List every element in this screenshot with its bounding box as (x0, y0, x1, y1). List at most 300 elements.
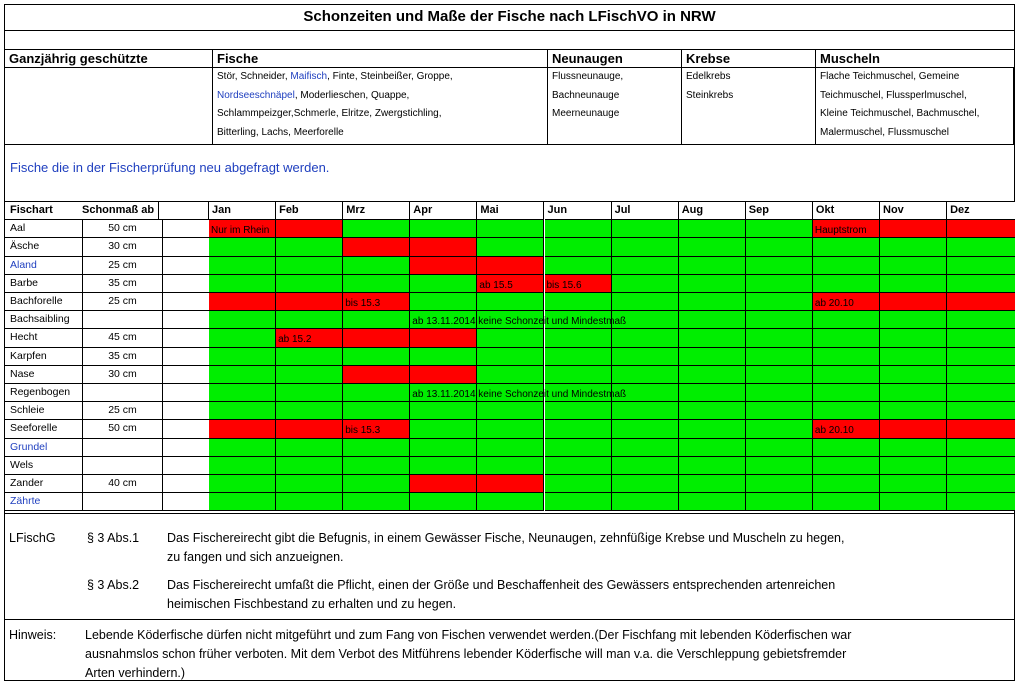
closed-season-cell (209, 220, 276, 238)
law-line: Das Fischereirecht gibt die Befugnis, in einem Gewässer Fische, Neunaugen, zehnfüßige Krebse und Muscheln zu hegen, (167, 531, 845, 545)
min-size-cell: 40 cm (83, 475, 163, 493)
open-season-cell (209, 348, 276, 366)
open-season-cell (410, 493, 477, 511)
closed-season-cell (410, 257, 477, 275)
month-header: Dez (947, 202, 1015, 220)
open-season-cell (746, 493, 813, 511)
open-season-cell (746, 439, 813, 457)
open-season-cell (343, 348, 410, 366)
closed-season-cell (276, 220, 343, 238)
min-size-cell: 50 cm (83, 420, 163, 438)
open-season-cell (612, 366, 679, 384)
protected-column-list (213, 68, 548, 145)
protected-heading: Ganzjährig geschützte (5, 49, 213, 68)
open-season-cell (545, 420, 612, 438)
open-season-cell (209, 238, 276, 256)
closed-season-cell (343, 329, 410, 347)
closed-season-cell (410, 329, 477, 347)
season-note: bis 15.3 (345, 298, 381, 309)
species-name: Stör, Schneider, (217, 71, 291, 82)
open-season-cell (612, 220, 679, 238)
open-season-cell (947, 329, 1015, 347)
protected-column-heading: Neunaugen (548, 49, 682, 68)
open-season-cell (545, 366, 612, 384)
open-season-cell (746, 384, 813, 402)
species-name: Malermuschel, Flussmuschel (820, 126, 949, 138)
open-season-cell (746, 238, 813, 256)
open-season-cell (746, 402, 813, 420)
open-season-cell (880, 475, 947, 493)
open-season-cell (880, 348, 947, 366)
min-size-cell (83, 493, 163, 511)
law-paragraph-ref: § 3 Abs.2 (87, 578, 140, 592)
species-name-cell: Schleie (5, 402, 83, 420)
species-name: Maifisch (290, 71, 328, 82)
open-season-cell (410, 311, 627, 329)
blank-cell (163, 457, 213, 475)
blank-cell (163, 493, 213, 511)
open-season-cell (343, 384, 410, 402)
open-season-cell (612, 402, 679, 420)
open-season-cell (209, 275, 276, 293)
open-season-cell (679, 475, 746, 493)
open-season-cell (276, 257, 343, 275)
open-season-cell (276, 457, 343, 475)
blank-cell (163, 275, 213, 293)
month-header: Apr (410, 202, 477, 220)
species-name: Edelkrebs (686, 71, 731, 82)
species-name: Teichmuschel, Flussperlmuschel, (820, 89, 967, 101)
month-header: Mai (477, 202, 544, 220)
blank-cell (163, 293, 213, 311)
open-season-cell (947, 275, 1015, 293)
blank-cell (163, 439, 213, 457)
closed-season-cell (276, 293, 343, 311)
protected-list-line (552, 87, 681, 106)
open-season-cell (679, 384, 746, 402)
page-title: Schonzeiten und Maße der Fische nach LFischVO in NRW (5, 5, 1014, 31)
open-season-cell (612, 493, 679, 511)
open-season-cell (209, 329, 276, 347)
open-season-cell (746, 275, 813, 293)
protected-list-line (820, 105, 1013, 124)
species-name: Meerneunauge (552, 108, 620, 119)
month-header: Jan (209, 202, 276, 220)
hint-line: Lebende Köderfische dürfen nicht mitgeführt und zum Fang von Fischen verwendet werden.(Der Fischfang mit lebenden Köderfischen war (85, 628, 852, 642)
open-season-cell (276, 238, 343, 256)
min-size-cell (83, 439, 163, 457)
open-season-cell (880, 257, 947, 275)
open-season-cell (343, 402, 410, 420)
open-season-cell (947, 402, 1015, 420)
open-season-cell (679, 366, 746, 384)
open-season-cell (276, 348, 343, 366)
open-season-cell (477, 439, 544, 457)
season-note: ab 20.10 (814, 425, 854, 437)
species-name-cell: Wels (5, 457, 83, 475)
open-season-cell (679, 257, 746, 275)
open-season-cell (209, 384, 276, 402)
header-species: Fischart (5, 202, 83, 220)
open-season-cell (813, 475, 880, 493)
open-season-cell (947, 439, 1015, 457)
open-season-cell (276, 384, 343, 402)
open-season-cell (209, 402, 276, 420)
species-name-cell: Grundel (5, 439, 83, 457)
blank-cell (163, 420, 213, 438)
hint-text (85, 626, 851, 683)
species-name-cell: Äsche (5, 238, 83, 256)
protected-list-line (552, 105, 681, 124)
open-season-cell (477, 457, 544, 475)
open-season-cell (813, 402, 880, 420)
species-name-cell: Aal (5, 220, 83, 238)
closed-season-cell (477, 257, 544, 275)
open-season-cell (612, 439, 679, 457)
open-season-cell (813, 348, 880, 366)
open-season-cell (612, 293, 679, 311)
species-name: Schlammpeizger,Schmerle, Elritze, Zwergstichling, (217, 108, 442, 119)
blank-cell (163, 257, 213, 275)
open-season-cell (410, 293, 477, 311)
open-season-cell (679, 493, 746, 511)
blank-cell (163, 238, 213, 256)
closed-season-cell (209, 420, 276, 438)
divider (5, 513, 1014, 514)
open-season-cell (679, 220, 746, 238)
min-size-cell: 50 cm (83, 220, 163, 238)
species-name-cell: Karpfen (5, 348, 83, 366)
open-season-cell (813, 439, 880, 457)
protected-list-line (217, 87, 547, 106)
protected-list-line (686, 68, 815, 87)
open-season-cell (679, 402, 746, 420)
open-season-cell (612, 457, 679, 475)
hint-label: Hinweis: (9, 628, 57, 642)
law-line: heimischen Fischbestand zu erhalten und zu hegen. (167, 597, 457, 611)
open-season-cell (276, 366, 343, 384)
open-season-cell (209, 439, 276, 457)
species-name-cell: Zander (5, 475, 83, 493)
open-season-cell (410, 420, 477, 438)
species-name-cell: Nase (5, 366, 83, 384)
season-note: bis 15.3 (345, 425, 381, 437)
month-header: Sep (746, 202, 813, 220)
closed-season-cell (880, 420, 947, 438)
protected-list-line (552, 68, 681, 87)
law-paragraph-text (167, 576, 835, 614)
min-size-cell: 30 cm (83, 238, 163, 256)
open-season-cell (612, 348, 679, 366)
closed-season-cell (947, 220, 1015, 238)
protected-list-line (820, 87, 1013, 106)
open-season-cell (880, 384, 947, 402)
open-season-cell (947, 311, 1015, 329)
species-name: Steinkrebs (686, 89, 734, 101)
open-season-cell (947, 348, 1015, 366)
protected-column-heading: Muscheln (816, 49, 1014, 68)
open-season-cell (209, 257, 276, 275)
closed-season-cell (545, 275, 612, 293)
closed-season-cell (209, 293, 276, 311)
open-season-cell (545, 329, 612, 347)
species-name-cell: Regenbogen (5, 384, 83, 402)
min-size-cell: 35 cm (83, 275, 163, 293)
protected-column-list (548, 68, 682, 145)
open-season-cell (477, 220, 544, 238)
law-label: LFischG (9, 531, 56, 545)
law-paragraph-ref: § 3 Abs.1 (87, 531, 140, 545)
open-season-cell (477, 348, 544, 366)
blank-cell (163, 348, 213, 366)
blank-cell (163, 384, 213, 402)
open-season-cell (343, 311, 410, 329)
open-season-cell (880, 311, 947, 329)
open-season-cell (880, 366, 947, 384)
species-name: Flussneunauge, (552, 71, 624, 82)
open-season-cell (545, 257, 612, 275)
protected-column-heading: Krebse (682, 49, 816, 68)
document-sheet (4, 4, 1015, 681)
open-season-cell (813, 275, 880, 293)
species-name-cell: Barbe (5, 275, 83, 293)
open-season-cell (545, 493, 612, 511)
season-note: Nur im Rhein (211, 225, 270, 237)
open-season-cell (612, 257, 679, 275)
open-season-cell (880, 275, 947, 293)
open-season-cell (813, 238, 880, 256)
open-season-cell (276, 402, 343, 420)
open-season-cell (276, 493, 343, 511)
open-season-cell (612, 329, 679, 347)
species-name: Flache Teichmuschel, Gemeine (820, 71, 960, 82)
min-size-cell (83, 311, 163, 329)
protected-column-heading: Fische (213, 49, 548, 68)
open-season-cell (746, 220, 813, 238)
exam-note: Fische die in der Fischerprüfung neu abgefragt werden. (10, 160, 330, 175)
closed-season-cell (276, 420, 343, 438)
open-season-cell (947, 257, 1015, 275)
open-season-cell (880, 402, 947, 420)
closed-season-cell (947, 420, 1015, 438)
blank-cell (163, 366, 213, 384)
open-season-cell (746, 366, 813, 384)
species-name-cell: Aland (5, 257, 83, 275)
open-season-cell (343, 457, 410, 475)
species-name-cell: Zährte (5, 493, 83, 511)
species-name: , Finte, Steinbeißer, Groppe, (327, 71, 453, 82)
species-name: Bitterling, Lachs, Meerforelle (217, 126, 344, 138)
open-season-cell (343, 475, 410, 493)
open-season-cell (343, 257, 410, 275)
open-season-cell (679, 293, 746, 311)
closed-season-cell (947, 293, 1015, 311)
protected-blank-cell (5, 68, 213, 145)
open-season-cell (612, 475, 679, 493)
season-note: Hauptstrom (814, 225, 867, 237)
open-season-cell (813, 384, 880, 402)
open-season-cell (276, 439, 343, 457)
open-season-cell (545, 475, 612, 493)
protected-list-line (217, 68, 547, 87)
species-name: , Moderlieschen, Quappe, (294, 89, 410, 101)
season-note: ab 13.11.2014 keine Schonzeit und Mindestmaß (412, 316, 627, 328)
blank-cell (163, 475, 213, 493)
open-season-cell (947, 366, 1015, 384)
month-header: Jun (545, 202, 612, 220)
header-size: Schonmaß ab (79, 202, 159, 220)
open-season-cell (410, 220, 477, 238)
closed-season-cell (410, 475, 477, 493)
blank-cell (163, 220, 213, 238)
open-season-cell (209, 311, 276, 329)
open-season-cell (410, 439, 477, 457)
protected-list-line (820, 68, 1013, 87)
closed-season-cell (880, 220, 947, 238)
open-season-cell (545, 220, 612, 238)
open-season-cell (410, 348, 477, 366)
protected-list-line (820, 124, 1013, 143)
header-blank (159, 202, 209, 220)
open-season-cell (880, 329, 947, 347)
species-name: Bachneunauge (552, 89, 620, 101)
open-season-cell (746, 420, 813, 438)
protected-list-line (217, 124, 547, 143)
divider (5, 619, 1014, 620)
closed-season-cell (477, 275, 544, 293)
open-season-cell (679, 329, 746, 347)
species-name-cell: Bachsaibling (5, 311, 83, 329)
open-season-cell (880, 493, 947, 511)
open-season-cell (343, 493, 410, 511)
open-season-cell (209, 366, 276, 384)
open-season-cell (410, 275, 477, 293)
season-note: ab 15.2 (278, 334, 312, 346)
month-header: Jul (612, 202, 679, 220)
closed-season-cell (343, 420, 410, 438)
open-season-cell (679, 348, 746, 366)
closed-season-cell (410, 238, 477, 256)
min-size-cell: 25 cm (83, 293, 163, 311)
blank-cell (163, 311, 213, 329)
closed-season-cell (410, 366, 477, 384)
protected-column-list (682, 68, 816, 145)
open-season-cell (880, 238, 947, 256)
open-season-cell (477, 493, 544, 511)
species-name-cell: Hecht (5, 329, 83, 347)
min-size-cell (83, 457, 163, 475)
month-header: Okt (813, 202, 880, 220)
open-season-cell (276, 275, 343, 293)
season-note: ab 13.11.2014 keine Schonzeit und Mindestmaß (412, 389, 627, 400)
protected-list-line (217, 105, 547, 124)
season-note: ab 20.10 (814, 298, 854, 309)
month-header: Aug (679, 202, 746, 220)
season-note: bis 15.6 (546, 279, 582, 291)
open-season-cell (880, 439, 947, 457)
law-paragraph-text (167, 529, 844, 567)
open-season-cell (813, 311, 880, 329)
open-season-cell (276, 475, 343, 493)
open-season-cell (947, 384, 1015, 402)
open-season-cell (276, 311, 343, 329)
season-note: ab 15.5 (479, 279, 513, 291)
open-season-cell (947, 475, 1015, 493)
open-season-cell (477, 238, 544, 256)
open-season-cell (343, 275, 410, 293)
open-season-cell (746, 329, 813, 347)
min-size-cell: 25 cm (83, 257, 163, 275)
open-season-cell (477, 366, 544, 384)
law-line: Das Fischereirecht umfaßt die Pflicht, einen der Größe und Beschaffenheit des Gewässers entsprechenden artenreichen (167, 578, 836, 592)
open-season-cell (813, 366, 880, 384)
open-season-cell (477, 402, 544, 420)
open-season-cell (410, 384, 627, 402)
min-size-cell (83, 384, 163, 402)
open-season-cell (545, 457, 612, 475)
closed-season-cell (813, 293, 880, 311)
open-season-cell (679, 275, 746, 293)
min-size-cell: 35 cm (83, 348, 163, 366)
species-name-cell: Bachforelle (5, 293, 83, 311)
blank-cell (163, 402, 213, 420)
open-season-cell (343, 220, 410, 238)
open-season-cell (947, 238, 1015, 256)
open-season-cell (813, 329, 880, 347)
open-season-cell (679, 238, 746, 256)
open-season-cell (813, 457, 880, 475)
open-season-cell (679, 457, 746, 475)
open-season-cell (746, 257, 813, 275)
closed-season-cell (813, 220, 880, 238)
open-season-cell (746, 475, 813, 493)
min-size-cell: 25 cm (83, 402, 163, 420)
open-season-cell (477, 329, 544, 347)
open-season-cell (545, 293, 612, 311)
closed-season-cell (343, 293, 410, 311)
min-size-cell: 30 cm (83, 366, 163, 384)
closed-season-cell (880, 293, 947, 311)
open-season-cell (813, 493, 880, 511)
month-header: Nov (880, 202, 947, 220)
open-season-cell (612, 238, 679, 256)
open-season-cell (209, 475, 276, 493)
species-name-cell: Seeforelle (5, 420, 83, 438)
month-header: Feb (276, 202, 343, 220)
open-season-cell (813, 257, 880, 275)
closed-season-cell (477, 475, 544, 493)
open-season-cell (746, 311, 813, 329)
open-season-cell (746, 293, 813, 311)
open-season-cell (545, 439, 612, 457)
open-season-cell (612, 275, 679, 293)
open-season-cell (746, 457, 813, 475)
closed-season-cell (276, 329, 343, 347)
open-season-cell (410, 402, 477, 420)
open-season-cell (343, 439, 410, 457)
protected-column-list (816, 68, 1014, 145)
species-name: Kleine Teichmuschel, Bachmuschel, (820, 108, 980, 119)
open-season-cell (209, 493, 276, 511)
protected-list-line (686, 87, 815, 106)
open-season-cell (679, 439, 746, 457)
open-season-cell (477, 420, 544, 438)
closed-season-cell (813, 420, 880, 438)
open-season-cell (679, 420, 746, 438)
open-season-cell (880, 457, 947, 475)
open-season-cell (545, 238, 612, 256)
open-season-cell (947, 457, 1015, 475)
